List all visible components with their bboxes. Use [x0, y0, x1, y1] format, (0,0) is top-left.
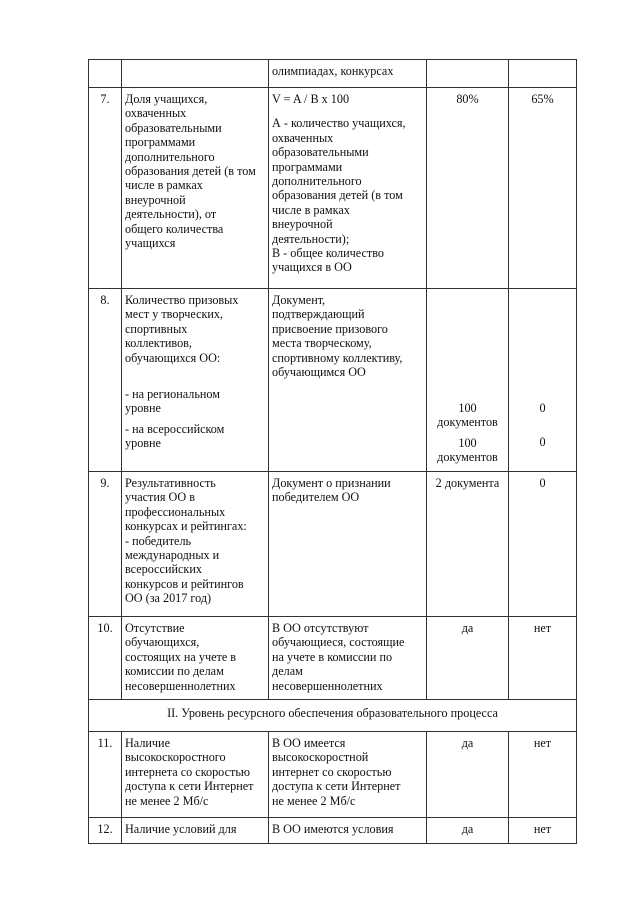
target-value: 2 документа — [427, 472, 509, 617]
actual-federal: 0 — [539, 435, 546, 450]
table-row — [89, 60, 577, 88]
table-row — [89, 818, 577, 844]
target-value: 80% — [427, 88, 509, 289]
target-regional: 100 документов — [437, 401, 498, 430]
target-value: да — [427, 732, 509, 818]
table-row — [89, 472, 577, 617]
actual-value — [509, 60, 577, 88]
measurement-method: олимпиадах, конкурсах — [269, 60, 427, 88]
measurement-method — [269, 88, 427, 289]
indicator-name: Результативность участия ОО в профессиональных конкурсах и рейтингах: - победитель международных и всероссийских конкурсов и рейтингов ОО (за 2017 год) — [122, 472, 269, 617]
row-number: 7. — [89, 88, 122, 289]
target-federal: 100 документов — [437, 435, 498, 465]
row-number: 11. — [89, 732, 122, 818]
row-number: 8. — [89, 289, 122, 472]
target-value — [427, 60, 509, 88]
row-number — [89, 60, 122, 88]
indicators-table — [88, 59, 577, 844]
measurement-method: Документ, подтверждающий присвоение призового места творческому, спортивному коллективу, обучающимся ОО — [269, 289, 427, 472]
table-row — [89, 88, 577, 289]
indicator-name — [122, 289, 269, 472]
target-value: да — [427, 818, 509, 844]
sub-level-federal: - на всероссийском уровне — [125, 421, 225, 451]
actual-value: 65% — [509, 88, 577, 289]
row-number: 9. — [89, 472, 122, 617]
section-header-row — [89, 700, 577, 732]
indicator-name: Наличие условий для — [122, 818, 269, 844]
actual-value: нет — [509, 818, 577, 844]
indicator-name — [122, 60, 269, 88]
measurement-method: В ОО имеется высокоскоростной интернет со скоростью доступа к сети Интернет не менее 2 Мб/с — [269, 732, 427, 818]
indicator-name: Доля учащихся, охваченных образовательными программами дополнительного образования детей (в том числе в рамках внеурочной деятельности), от общего количества учащихся — [122, 88, 269, 289]
actual-value: нет — [509, 617, 577, 700]
table-row — [89, 289, 577, 472]
section-title: II. Уровень ресурсного обеспечения образовательного процесса — [89, 700, 577, 732]
measurement-method: В ОО отсутствуют обучающиеся, состоящие на учете в комиссии по делам несовершеннолетних — [269, 617, 427, 700]
table-row — [89, 617, 577, 700]
target-value: да — [427, 617, 509, 700]
actual-value — [509, 289, 577, 472]
indicator-name: Отсутствие обучающихся, состоящих на учете в комиссии по делам несовершеннолетних — [122, 617, 269, 700]
target-value — [427, 289, 509, 472]
measurement-method: В ОО имеются условия — [269, 818, 427, 844]
actual-value: 0 — [509, 472, 577, 617]
measurement-method: Документ о признании победителем ОО — [269, 472, 427, 617]
row-number: 10. — [89, 617, 122, 700]
formula: V = A / B x 100 — [272, 92, 350, 106]
row-number: 12. — [89, 818, 122, 844]
indicator-title: Количество призовых мест у творческих, спортивных коллективов, обучающихся ОО: — [125, 293, 239, 365]
table-row — [89, 732, 577, 818]
formula-legend: А - количество учащихся, охваченных образовательными программами дополнительного образования детей (в том числе в рамках внеурочной деятельности); В - общее количество учащихся в ОО — [272, 116, 406, 275]
actual-value: нет — [509, 732, 577, 818]
indicator-name: Наличие высокоскоростного интернета со скоростью доступа к сети Интернет не менее 2 Мб/с — [122, 732, 269, 818]
sub-level-regional: - на региональном уровне — [125, 387, 220, 416]
actual-regional: 0 — [539, 401, 546, 415]
